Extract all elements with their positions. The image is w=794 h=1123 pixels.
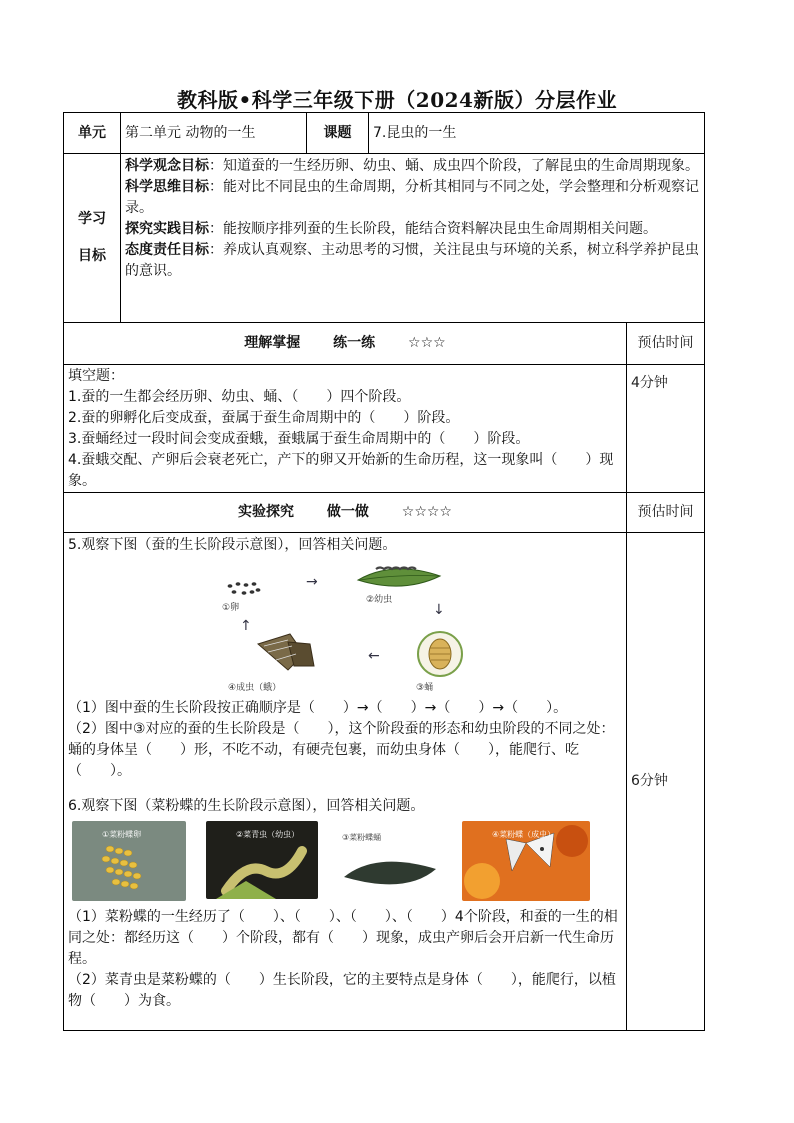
photo-caption: ③菜粉蝶蛹 — [342, 833, 382, 842]
objectives-row — [64, 154, 705, 323]
eggs-illustration — [228, 582, 261, 595]
question-3: 3.蚕蛹经过一段时间会变成蚕蛾，蚕蛾属于蚕生命周期中的（ ）阶段。 — [68, 431, 530, 447]
lesson-label: 课题 — [307, 113, 369, 154]
section1-stars: ☆☆☆ — [408, 335, 446, 351]
objective-text: ：养成认真观察、主动思考的习惯，关注昆虫与环境的关系，树立科学养护昆虫的意识。 — [125, 242, 699, 279]
question-5-part-2: （2）图中③对应的蚕的生长阶段是（ ），这个阶段蚕的形态和幼虫阶段的不同之处：蛹的身体呈（ ）形，不吃不动，有硬壳包裹，而幼虫身体（ ），能爬行、吃（ ）。 — [68, 721, 615, 779]
question-2: 2.蚕的卵孵化后变成蚕，蚕属于蚕生命周期中的（ ）阶段。 — [68, 410, 460, 426]
section1-time: 4分钟 — [627, 365, 705, 493]
header-row — [64, 113, 705, 154]
figure-label-egg: ①卵 — [222, 603, 240, 613]
pupa-photo — [336, 821, 446, 897]
adult-moth-illustration — [258, 634, 314, 670]
section2-content-row — [64, 533, 705, 1031]
section2-header — [64, 493, 627, 533]
section2-time: 6分钟 — [627, 533, 705, 1031]
arrow-up-icon: ↑ — [240, 618, 252, 634]
butterfly-photo — [462, 821, 590, 901]
objectives-label-line1: 学习 — [78, 211, 106, 227]
silkworm-lifecycle-figure — [218, 562, 473, 692]
objective-label: 探究实践目标 — [125, 221, 209, 237]
section1-title: 理解掌握 — [244, 335, 301, 351]
objective-label: 科学思维目标 — [125, 179, 209, 195]
objectives-label-line2: 目标 — [78, 248, 106, 264]
question-4: 4.蚕蛾交配、产卵后会衰老死亡，产下的卵又开始新的生命历程，这一现象叫（ ）现象。 — [68, 452, 614, 489]
section1-subtitle: 练一练 — [333, 335, 376, 351]
unit-label: 单元 — [64, 113, 121, 154]
page-title: 教科版•科学三年级下册（2024新版）分层作业 — [177, 88, 617, 112]
figure-label-adult: ④成虫（蛾） — [228, 683, 282, 693]
objective-item — [125, 177, 700, 219]
unit-value: 第二单元 动物的一生 — [121, 113, 307, 154]
figure-label-pupa: ③蛹 — [416, 683, 434, 693]
fill-blank-heading: 填空题： — [68, 368, 124, 384]
objective-item — [125, 219, 700, 240]
arrow-left-icon: ← — [368, 648, 380, 664]
pupa-illustration — [418, 632, 462, 676]
question-6-part-2: （2）菜青虫是菜粉蝶的（ ）生长阶段，它的主要特点是身体（ ），能爬行，以植物（ ）为食。 — [68, 972, 616, 1009]
section2-time-header: 预估时间 — [627, 493, 705, 533]
butterfly-lifecycle-figure — [68, 821, 622, 905]
question-6-part-1: （1）菜粉蝶的一生经历了（ ）、（ ）、（ ）、（ ）4个阶段，和蚕的一生的相同之处：都经历这（ ）个阶段，都有（ ）现象，成虫产卵后会开启新一代生命历程。 — [68, 909, 618, 967]
section2-title: 实验探究 — [238, 504, 295, 520]
section1-header-row — [64, 323, 705, 365]
objectives-content — [121, 154, 705, 323]
question-6-intro: 6.观察下图（菜粉蝶的生长阶段示意图），回答相关问题。 — [68, 798, 425, 814]
arrow-down-icon: ↓ — [433, 602, 445, 618]
larva-illustration — [358, 568, 440, 587]
objective-text: ：能按顺序排列蚕的生长阶段，能结合资料解决昆虫生命周期相关问题。 — [209, 221, 657, 237]
objective-text: ：知道蚕的一生经历卵、幼虫、蛹、成虫四个阶段，了解昆虫的生命周期现象。 — [209, 158, 699, 174]
photo-caption: ①菜粉蝶卵 — [102, 830, 142, 839]
objective-label: 态度责任目标 — [125, 242, 209, 258]
section2-header-row — [64, 493, 705, 533]
silkworm-lifecycle-illustration — [218, 562, 473, 692]
objectives-label — [64, 154, 121, 323]
section1-time-header: 预估时间 — [627, 323, 705, 365]
objective-item — [125, 240, 700, 282]
worksheet-table — [63, 112, 705, 1031]
question-1: 1.蚕的一生都会经历卵、幼虫、蛹、（ ）四个阶段。 — [68, 389, 411, 405]
section2-subtitle: 做一做 — [326, 504, 369, 520]
objective-label: 科学观念目标 — [125, 158, 209, 174]
arrow-right-icon: → — [306, 574, 318, 590]
section1-header — [64, 323, 627, 365]
section2-stars: ☆☆☆☆ — [401, 504, 452, 520]
question-5-part-1: （1）图中蚕的生长阶段按正确顺序是（ ）→（ ）→（ ）→（ ）。 — [68, 700, 568, 716]
butterfly-egg-photo — [72, 821, 186, 901]
section1-content — [64, 365, 627, 493]
photo-caption: ②菜青虫（幼虫） — [236, 830, 300, 839]
photo-caption: ④菜粉蝶（成虫） — [492, 830, 556, 839]
objective-text: ：能对比不同昆虫的生命周期，分析其相同与不同之处，学会整理和分析观察记录。 — [125, 179, 699, 216]
objective-item — [125, 156, 700, 177]
section1-content-row — [64, 365, 705, 493]
caterpillar-photo — [206, 821, 318, 899]
lesson-value: 7.昆虫的一生 — [369, 113, 705, 154]
question-5-intro: 5.观察下图（蚕的生长阶段示意图），回答相关问题。 — [68, 537, 397, 553]
figure-label-larva: ②幼虫 — [366, 595, 393, 605]
section2-content — [64, 533, 627, 1031]
